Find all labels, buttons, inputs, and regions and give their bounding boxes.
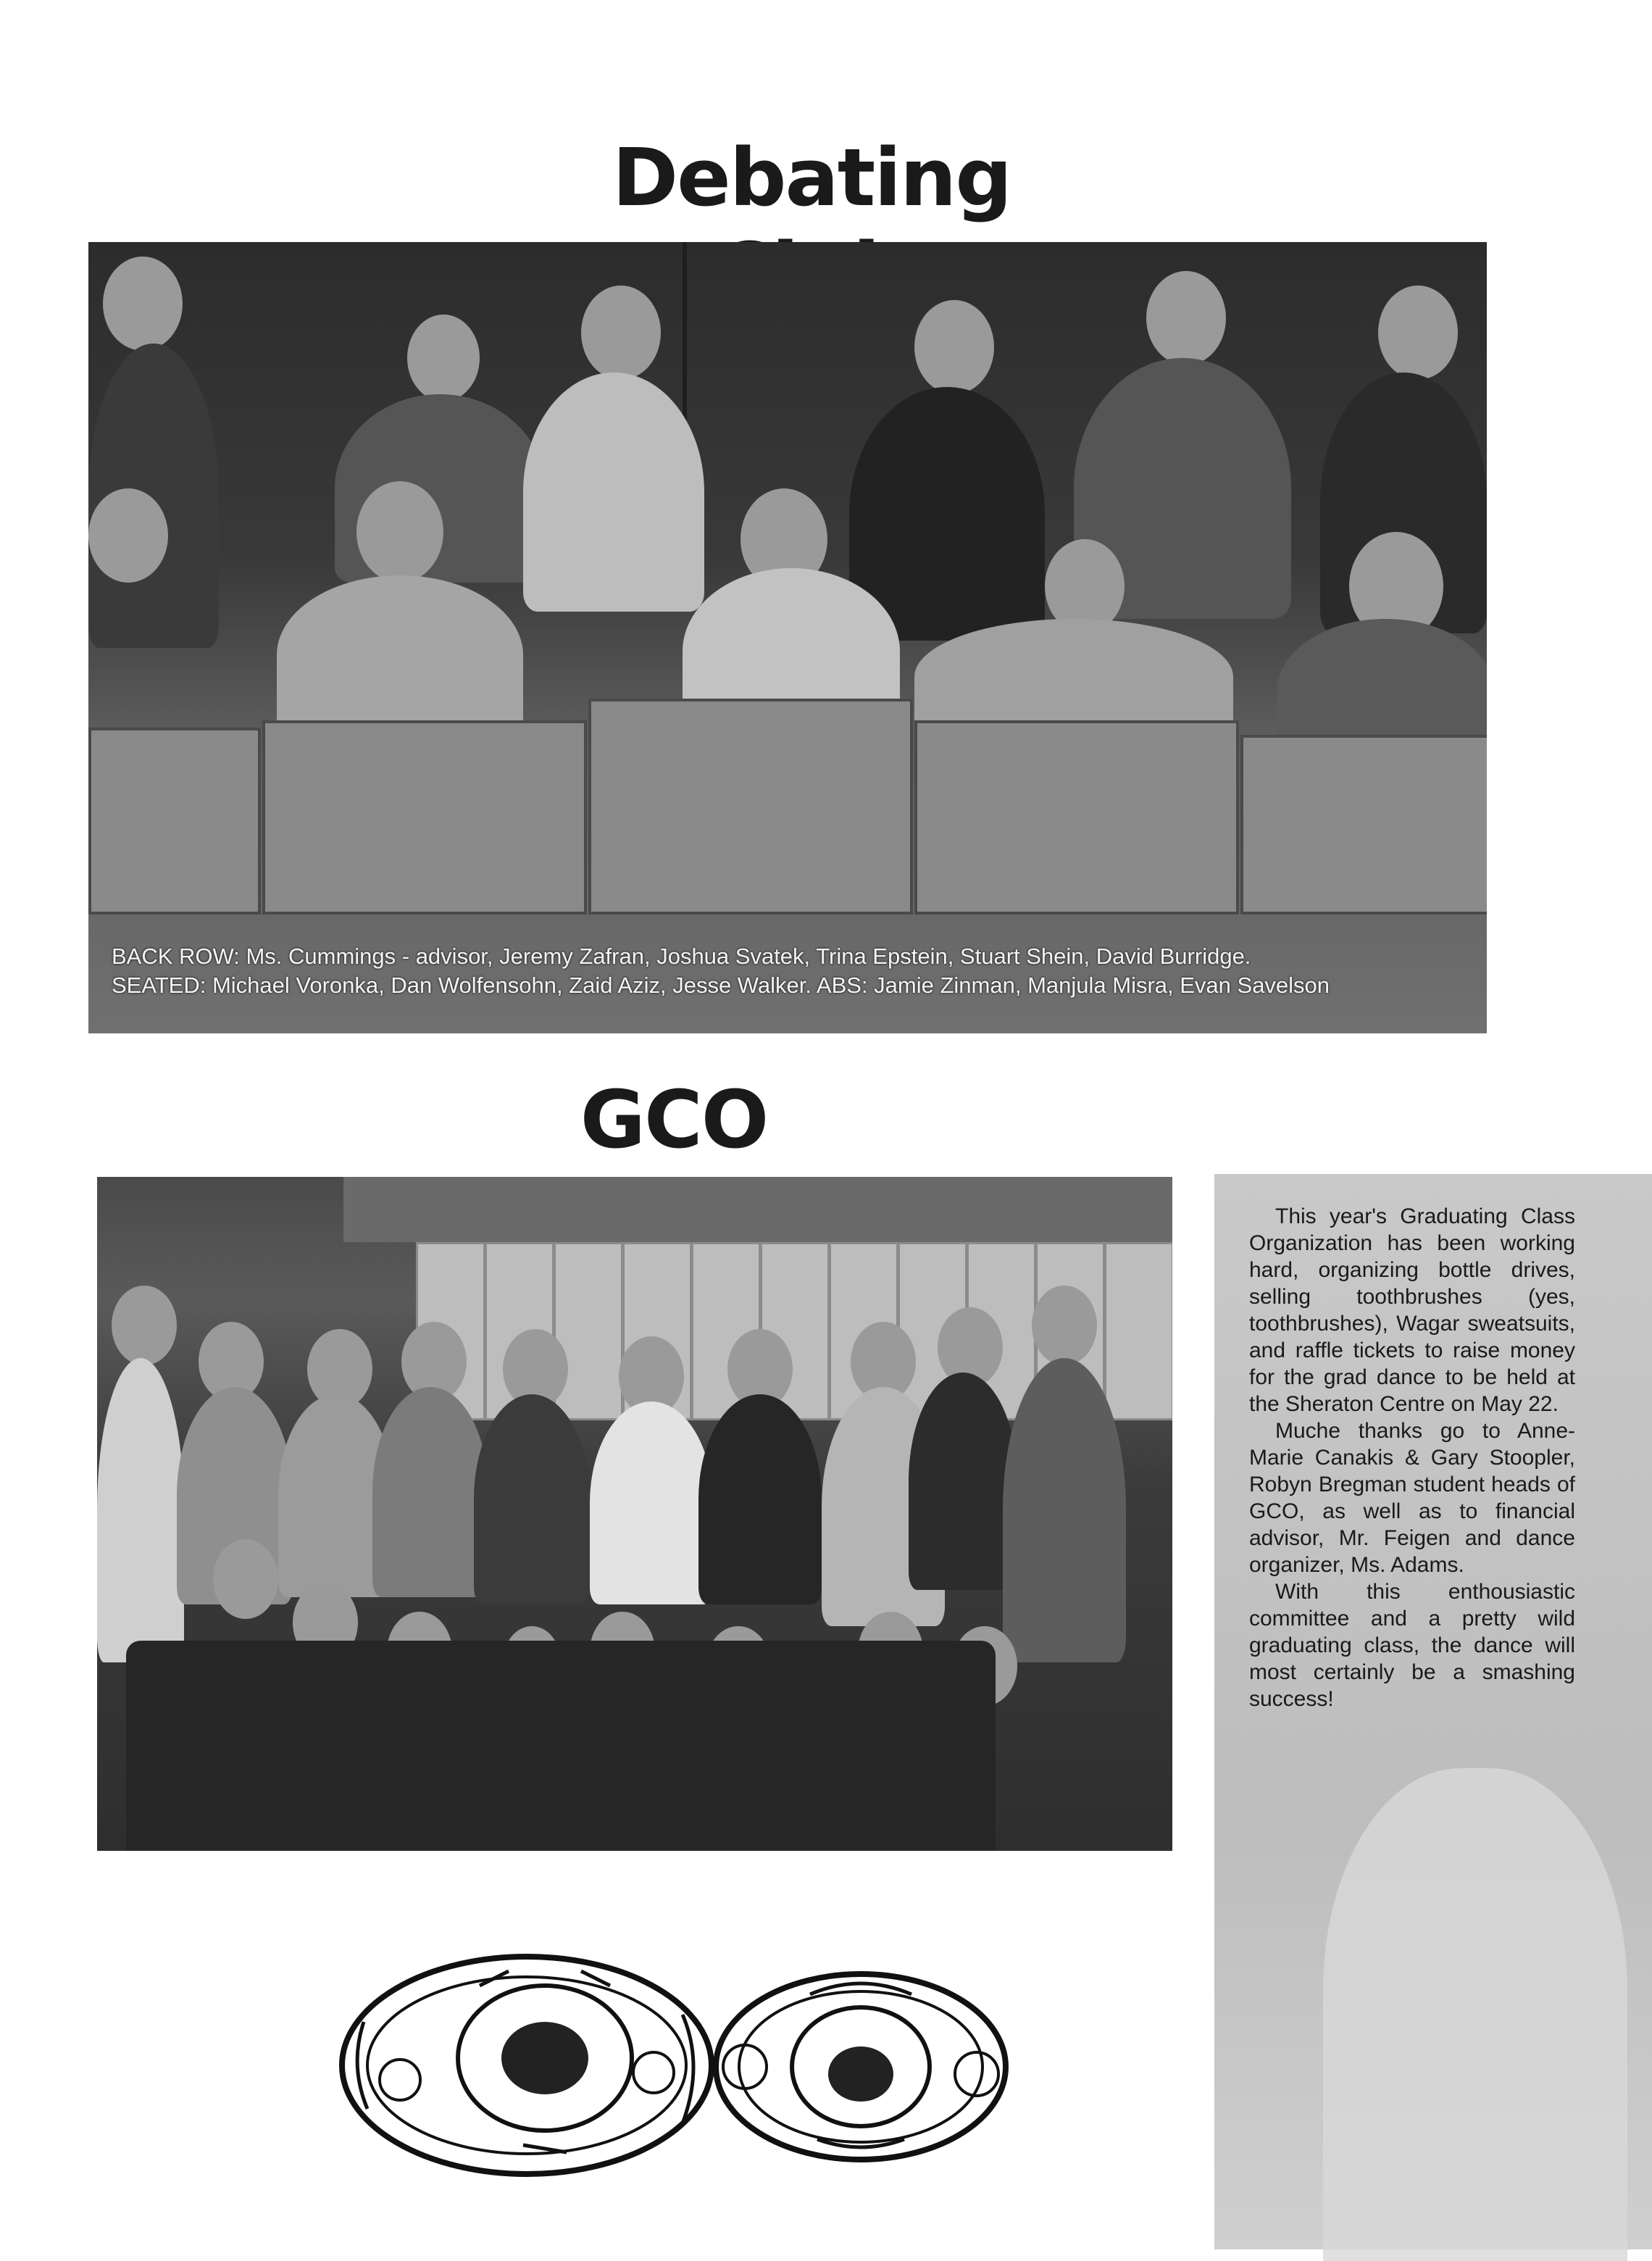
gco-paragraph: With this enthousiastic committee and a pretty wild graduating class, the dance will most certainly be a smashing success! [1249, 1580, 1575, 1711]
side-panel-background-figure [1323, 1768, 1627, 2261]
ring-left-svg [335, 1942, 719, 2181]
gco-side-panel [1214, 1174, 1652, 2249]
ring-right-svg [709, 1965, 1013, 2165]
caption-back-row: BACK ROW: Ms. Cummings - advisor, Jeremy Zafran, Joshua Svatek, Trina Epstein, Stuart Shein, David Burridge. [112, 944, 1251, 969]
debating-club-caption [112, 942, 1474, 1000]
gco-heading: GCO [580, 1073, 768, 1166]
gco-paragraph: Muche thanks go to Anne-Marie Canakis & Gary Stoopler, Robyn Bregman student heads of GCO, as well as to financial advisor, Mr. Feigen and dance organizer, Ms. Adams. [1249, 1419, 1575, 1577]
gco-article [1249, 1203, 1575, 1712]
debating-club-photo [88, 242, 1487, 1033]
class-ring-drawing-right [709, 1965, 1013, 2165]
class-ring-drawing-left [335, 1942, 719, 2181]
caption-seated: SEATED: Michael Voronka, Dan Wolfensohn, Zaid Aziz, Jesse Walker. ABS: Jamie Zinman, Manjula Misra, Evan Savelson [112, 973, 1330, 998]
gco-paragraph: This year's Graduating Class Organization has been working hard, organizing bottle drives, selling toothbrushes (yes, toothbrushes), Wagar sweatsuits, and raffle tickets to raise money for the grad dance to be held at the Sheraton Centre on May 22. [1249, 1204, 1575, 1416]
gco-photo [97, 1177, 1172, 1851]
debating-club-heading: Debating [612, 131, 1011, 224]
